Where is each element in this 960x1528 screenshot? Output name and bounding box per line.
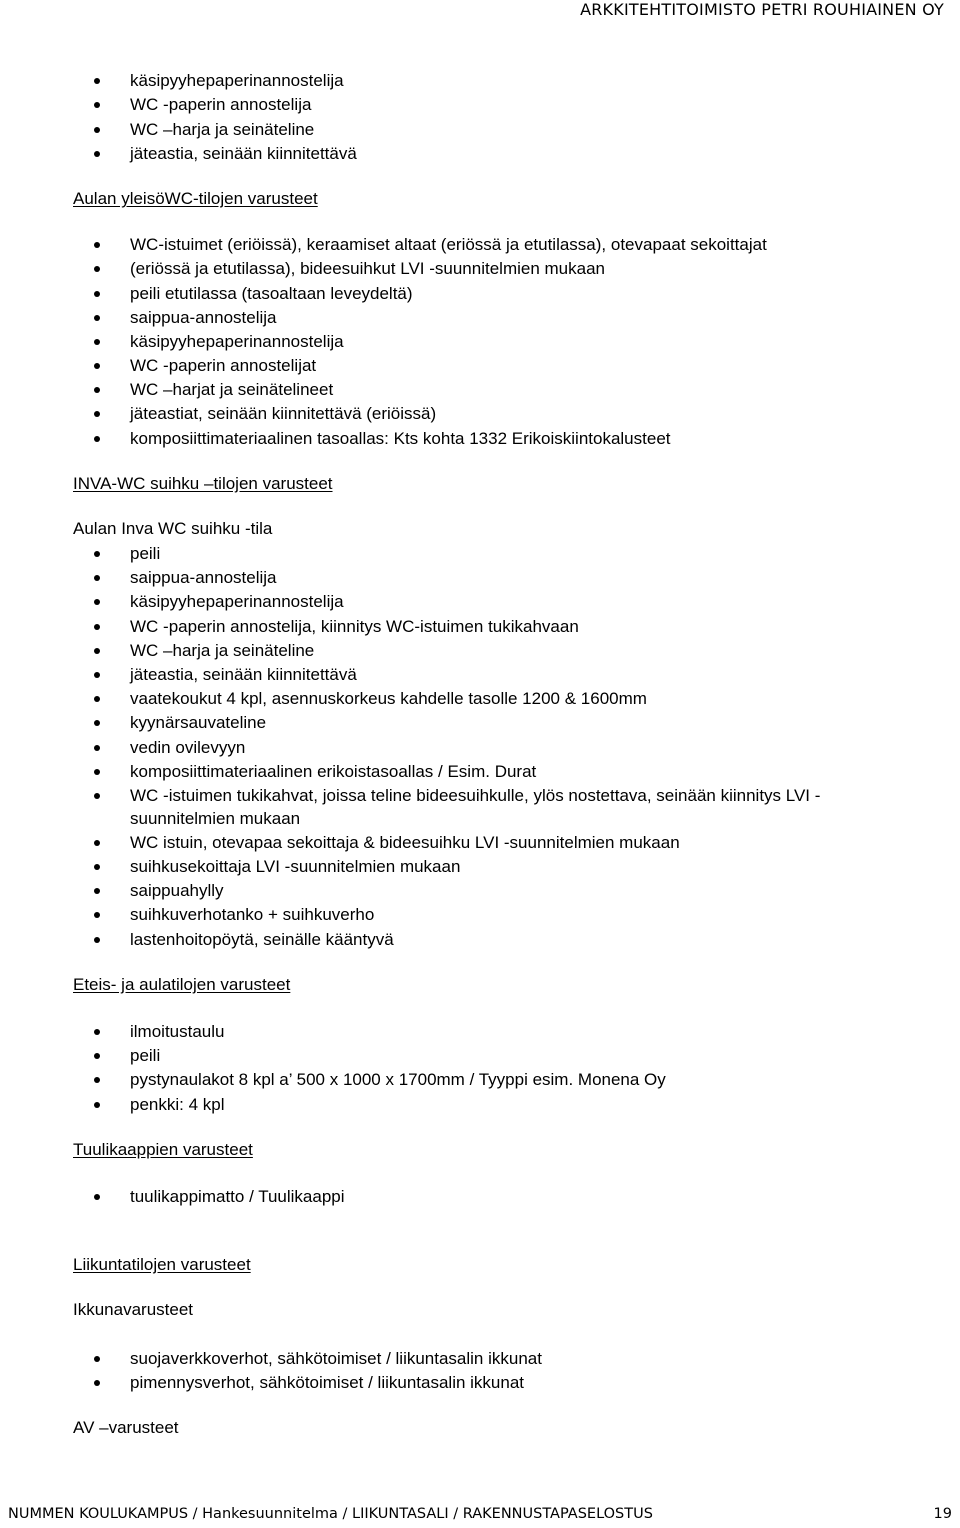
section-heading: INVA-WC suihku –tilojen varusteet — [73, 474, 333, 493]
list-item: kyynärsauvateline — [130, 713, 267, 732]
section-heading: Eteis- ja aulatilojen varusteet — [73, 975, 291, 994]
list-item: peili — [130, 544, 161, 563]
list-item: WC -paperin annostelija, kiinnitys WC-istuimen tukikahvaan — [130, 617, 579, 636]
section-heading: Tuulikaappien varusteet — [73, 1140, 253, 1159]
list-item: pystynaulakot 8 kpl a’ 500 x 1000 x 1700mm / Tyyppi esim. Monena Oy — [130, 1070, 666, 1089]
bullet-icon — [94, 696, 100, 702]
bullet-icon — [94, 599, 100, 605]
list-item: saippuahylly — [130, 881, 224, 900]
list-item: penkki: 4 kpl — [130, 1095, 225, 1114]
bullet-icon — [94, 745, 100, 751]
bullet-icon — [94, 266, 100, 272]
list-item: suojaverkkoverhot, sähkötoimiset / liikuntasalin ikkunat — [130, 1349, 542, 1368]
footer-text: NUMMEN KOULUKAMPUS / Hankesuunnitelma / LIIKUNTASALI / RAKENNUSTAPASELOSTUS — [8, 1506, 653, 1522]
list-item: saippua-annostelija — [130, 308, 277, 327]
bullet-icon — [94, 888, 100, 894]
bullet-icon — [94, 864, 100, 870]
bullet-icon — [94, 291, 100, 297]
bullet-icon — [94, 648, 100, 654]
section-heading: Aulan yleisöWC-tilojen varusteet — [73, 189, 318, 208]
bullet-icon — [94, 436, 100, 442]
bullet-icon — [94, 1380, 100, 1386]
list-item: suihkuverhotanko + suihkuverho — [130, 905, 375, 924]
list-item: vedin ovilevyyn — [130, 738, 246, 757]
list-item: WC istuin, otevapaa sekoittaja & bideesuihku LVI -suunnitelmien mukaan — [130, 833, 680, 852]
bullet-icon — [94, 551, 100, 557]
bullet-icon — [94, 78, 100, 84]
subheading: AV –varusteet — [73, 1418, 179, 1437]
bullet-icon — [94, 720, 100, 726]
list-item: suihkusekoittaja LVI -suunnitelmien mukaan — [130, 857, 461, 876]
bullet-icon — [94, 672, 100, 678]
list-item: peili — [130, 1046, 161, 1065]
list-item: WC –harja ja seinäteline — [130, 120, 315, 139]
bullet-icon — [94, 411, 100, 417]
list-item: jäteastiat, seinään kiinnitettävä (eriöissä) — [130, 404, 437, 423]
list-item: käsipyyhepaperinannostelija — [130, 71, 344, 90]
bullet-icon — [94, 575, 100, 581]
bullet-icon — [94, 624, 100, 630]
bullet-icon — [94, 912, 100, 918]
bullet-icon — [94, 840, 100, 846]
list-item: käsipyyhepaperinannostelija — [130, 592, 344, 611]
bullet-icon — [94, 151, 100, 157]
list-item: tuulikappimatto / Tuulikaappi — [130, 1187, 345, 1206]
section-heading: Liikuntatilojen varusteet — [73, 1255, 251, 1274]
bullet-icon — [94, 769, 100, 775]
list-item: jäteastia, seinään kiinnitettävä — [130, 144, 357, 163]
list-item: komposiittimateriaalinen tasoallas: Kts kohta 1332 Erikoiskiintokalusteet — [130, 429, 671, 448]
list-item: saippua-annostelija — [130, 568, 277, 587]
list-item: lastenhoitopöytä, seinälle kääntyvä — [130, 930, 394, 949]
bullet-icon — [94, 1102, 100, 1108]
list-item: WC –harja ja seinäteline — [130, 641, 315, 660]
list-item: (eriössä ja etutilassa), bideesuihkut LVI -suunnitelmien mukaan — [130, 259, 605, 278]
document-footer — [8, 1506, 952, 1526]
bullet-icon — [94, 1356, 100, 1362]
subheading: Ikkunavarusteet — [73, 1300, 194, 1319]
bullet-icon — [94, 793, 100, 799]
bullet-icon — [94, 242, 100, 248]
bullet-icon — [94, 339, 100, 345]
list-item: vaatekoukut 4 kpl, asennuskorkeus kahdelle tasolle 1200 & 1600mm — [130, 689, 647, 708]
list-item: peili etutilassa (tasoaltaan leveydeltä) — [130, 284, 413, 303]
bullet-icon — [94, 127, 100, 133]
bullet-icon — [94, 1053, 100, 1059]
bullet-icon — [94, 387, 100, 393]
list-item: käsipyyhepaperinannostelija — [130, 332, 344, 351]
bullet-icon — [94, 102, 100, 108]
list-item: WC -istuimen tukikahvat, joissa teline bideesuihkulle, ylös nostettava, seinään kiinnitys LVI - — [130, 786, 821, 805]
subheading: Aulan Inva WC suihku -tila — [73, 519, 273, 538]
bullet-icon — [94, 1077, 100, 1083]
list-item: jäteastia, seinään kiinnitettävä — [130, 665, 357, 684]
page-number: 19 — [933, 1506, 952, 1522]
bullet-icon — [94, 1194, 100, 1200]
bullet-icon — [94, 363, 100, 369]
list-item: WC -paperin annostelijat — [130, 356, 317, 375]
list-item: WC-istuimet (eriöissä), keraamiset altaat (eriössä ja etutilassa), otevapaat sekoittajat — [130, 235, 767, 254]
bullet-icon — [94, 937, 100, 943]
list-item: WC -paperin annostelija — [130, 95, 312, 114]
list-item: komposiittimateriaalinen erikoistasoallas / Esim. Durat — [130, 762, 537, 781]
list-item: pimennysverhot, sähkötoimiset / liikuntasalin ikkunat — [130, 1373, 525, 1392]
list-item: WC –harjat ja seinätelineet — [130, 380, 334, 399]
list-item-continuation: suunnitelmien mukaan — [130, 809, 301, 828]
bullet-icon — [94, 315, 100, 321]
bullet-icon — [94, 1029, 100, 1035]
document-header: ARKKITEHTITOIMISTO PETRI ROUHIAINEN OY — [580, 0, 944, 19]
list-item: ilmoitustaulu — [130, 1022, 225, 1041]
